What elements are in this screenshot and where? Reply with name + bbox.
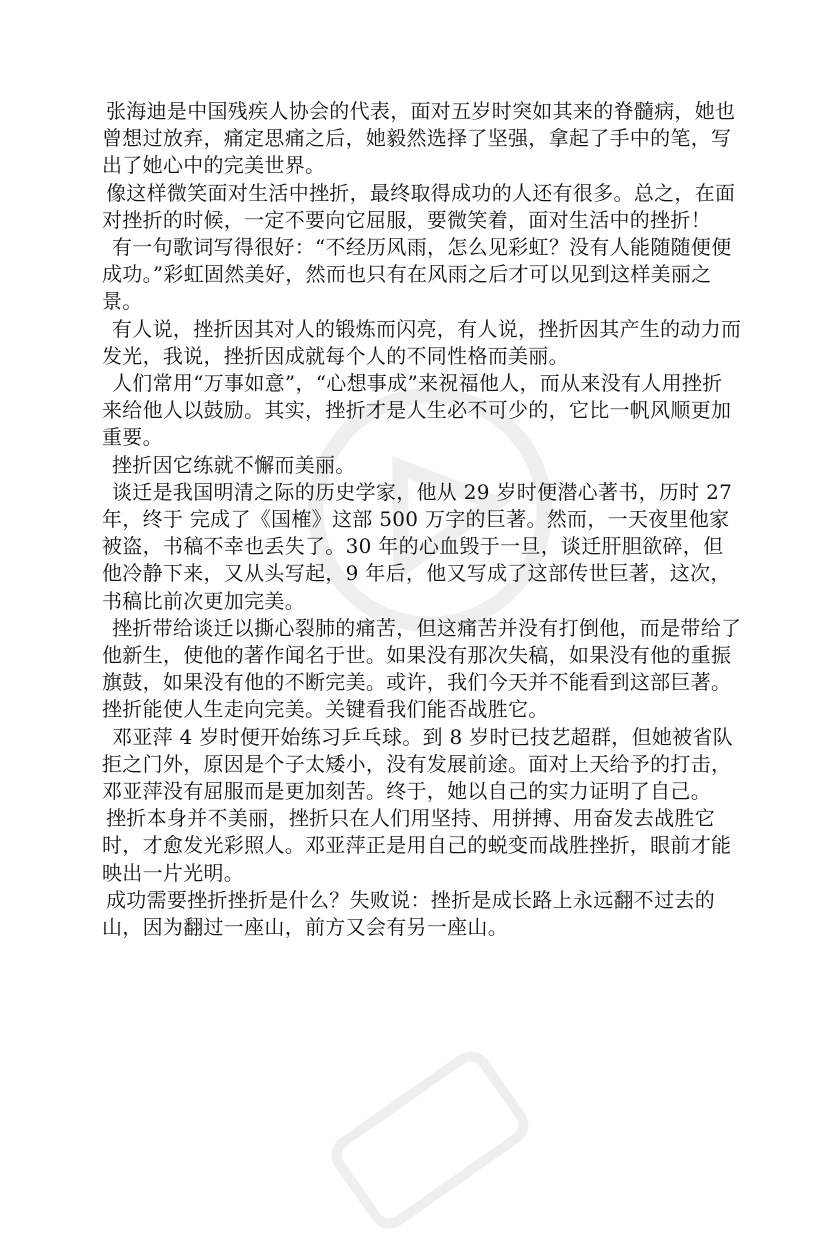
document-body xyxy=(102,98,742,941)
paragraph-blessings: 人们常用“万事如意”，“心想事成”来祝福他人，而从来没有人用挫折来给他人以鼓励。其实，挫折才是人生必不可少的，它比一帆风顺更加重要。 xyxy=(102,371,732,450)
paragraph-deng-yaping: 邓亚萍 4 岁时便开始练习乒乓球。到 8 岁时已技艺超群，但她被省队拒之门外，原因是个子太矮小，没有发展前途。面对上天给予的打击，邓亚萍没有屈服而是更加刻苦。终于，她以自己的实力证明了自己。 xyxy=(102,724,734,804)
paragraph-setbacks-not-beautiful: 挫折本身并不美丽，挫折只在人们用坚持、用拼搏、用奋发去战胜它时，才愈发光彩照人。邓亚萍正是用自己的蜕变而战胜挫折，眼前才能映出一片光明。 xyxy=(102,806,732,885)
paragraph-smile-at-setbacks: 像这样微笑面对生活中挫折，最终取得成功的人还有很多。总之，在面对挫折的时候，一定不要向它屈服，要微笑着，面对生活中的挫折！ xyxy=(102,180,736,232)
paragraph-what-is-setback: 成功需要挫折挫折是什么？失败说：挫折是成长路上永远翻不过去的山，因为翻过一座山，前方又会有另一座山。 xyxy=(102,887,715,940)
paragraph-perseverance: 挫折因它练就不懈而美丽。 xyxy=(112,452,356,477)
paragraph-zhang-haidi: 张海迪是中国残疾人协会的代表，面对五岁时突如其来的脊髓病，她也曾想过放弃，痛定思痛之后，她毅然选择了坚强，拿起了手中的笔，写出了她心中的完美世界。 xyxy=(102,99,736,178)
paragraph-setbacks-shine: 有人说，挫折因其对人的锻炼而闪亮，有人说，挫折因其产生的动力而发光，我说，挫折因成就每个人的不同性格而美丽。 xyxy=(102,316,742,368)
paragraph-song-lyric: 有一句歌词写得很好：“不经历风雨，怎么见彩虹？没有人能随随便便成功。”彩虹固然美好，然而也只有在风雨之后才可以见到这样美丽之景。 xyxy=(102,235,732,314)
paragraph-tan-qian: 谈迁是我国明清之际的历史学家，他从 29 岁时便潜心著书，历时 27 年，终于 完成了《国榷》这部 500 万字的巨著。然而，一天夜里他家被盗，书稿不幸也丢失了。30 年的心血毁于一旦，谈迁肝胆欲碎，但他冷静下来，又从头写起，9 年后，他又写成了这部传世巨著，这次，书稿比前次更加完美。 xyxy=(102,479,733,613)
watermark-logo-secondary xyxy=(314,1033,547,1246)
paragraph-tan-qian-reflection: 挫折带给谈迁以撕心裂肺的痛苦，但这痛苦并没有打倒他，而是带给了他新生，使他的著作闻名于世。如果没有那次失稿，如果没有他的重振旗鼓，如果没有他的不断完美。或许，我们今天并不能看到这部巨著。挫折能使人生走向完美。关键看我们能否战胜它。 xyxy=(102,615,742,722)
